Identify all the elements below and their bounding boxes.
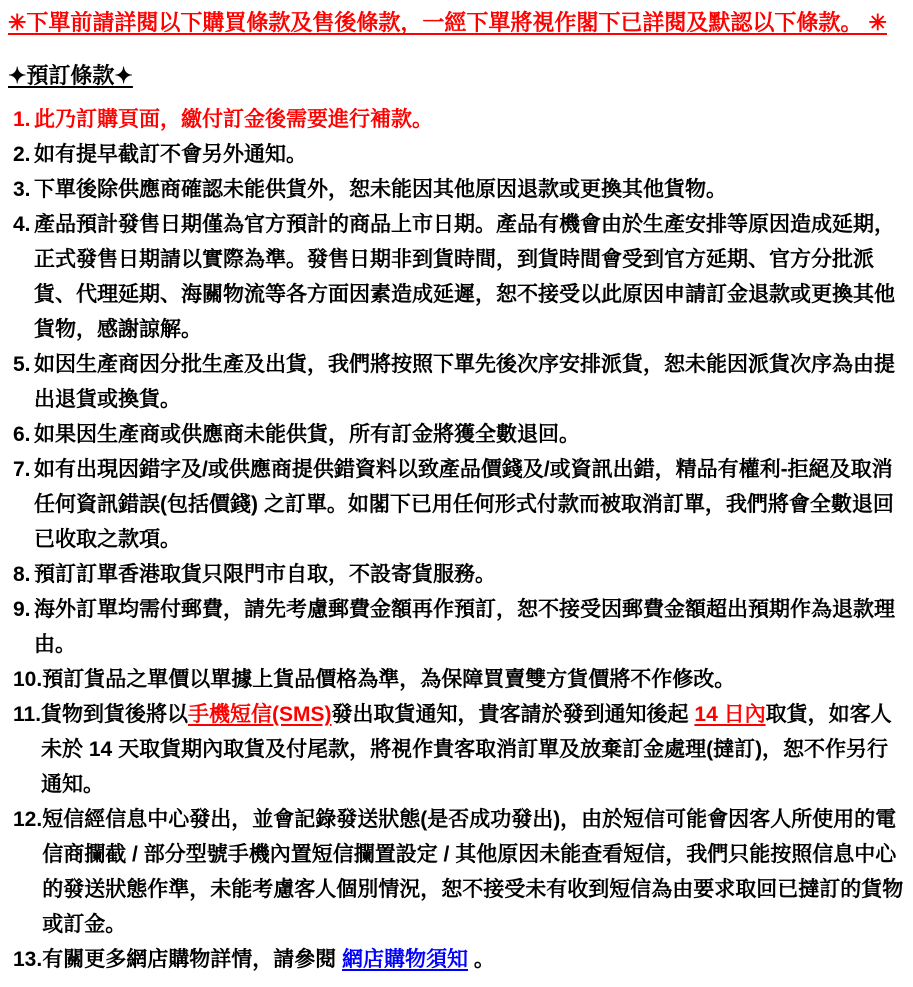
plain-text: 海外訂單均需付郵費，請先考慮郵費金額再作預訂，恕不接受因郵費金額超出預期作為退款理由。	[34, 598, 895, 656]
list-item-text	[34, 207, 907, 347]
terms-list-item	[6, 942, 907, 977]
plain-text: 發出取貨通知，貴客請於發到通知後起	[331, 703, 695, 726]
list-item-text	[34, 452, 907, 557]
terms-list-item	[6, 802, 907, 942]
terms-list-item	[6, 557, 907, 592]
terms-list-item	[6, 662, 907, 697]
plain-text: 取貨，如客人未於 14 天取貨期內取貨及付尾款，將視作貴客取消訂單及放棄訂金處理(撻訂)，恕不作另行通知。	[41, 703, 892, 796]
list-item-number: 13.	[13, 948, 43, 971]
list-item-number: 9.	[13, 598, 31, 621]
terms-list-item	[6, 207, 907, 347]
plain-text: 短信經信息中心發出，並會記錄發送狀態(是否成功發出)，由於短信可能會因客人所使用的電信商攔截 / 部分型號手機內置短信攔置設定 / 其他原因未能查看短信，我們只能按照信息中心的發送狀態作準，未能考慮客人個別情況，恕不接受未有收到短信為由要求取回已撻訂的貨物或訂金。	[42, 808, 904, 936]
shop-guide-link[interactable]: 網店購物須知	[342, 948, 469, 971]
terms-list-item	[6, 102, 907, 137]
list-item-text	[34, 417, 907, 452]
terms-list-item	[6, 592, 907, 662]
terms-list-item	[6, 137, 907, 172]
plain-text: 如有出現因錯字及/或供應商提供錯資料以致產品價錢及/或資訊出錯，精品有權利-拒絕及取消任何資訊錯誤(包括價錢) 之訂單。如閣下已用任何形式付款而被取消訂單，我們將會全數退回已收取之款項。	[34, 458, 894, 551]
list-item-number: 6.	[13, 423, 31, 446]
plain-text: 如因生產商因分批生產及出貨，我們將按照下單先後次序安排派貨，恕未能因派貨次序為由提出退貨或換貨。	[34, 353, 895, 411]
list-item-text	[34, 557, 907, 592]
list-item-number: 3.	[13, 178, 31, 201]
highlighted-text: 14 日內	[694, 703, 766, 726]
list-item-text	[41, 697, 907, 802]
plain-text: 此乃訂購頁面，繳付訂金後需要進行補款。	[34, 108, 433, 131]
purchase-notice-banner: ✳下單前請詳閱以下購買條款及售後條款，一經下單將視作閣下已詳閱及默認以下條款。 ✳	[8, 10, 887, 35]
plain-text: 如有提早截訂不會另外通知。	[34, 143, 307, 166]
list-item-number: 11.	[13, 703, 42, 726]
list-item-text	[34, 592, 907, 662]
terms-list-item	[6, 172, 907, 207]
terms-list-item	[6, 452, 907, 557]
list-item-number: 7.	[13, 458, 31, 481]
terms-list-item	[6, 347, 907, 417]
list-item-number: 4.	[13, 213, 31, 236]
plain-text: 預訂訂單香港取貨只限門市自取，不設寄貨服務。	[34, 563, 496, 586]
list-item-number: 2.	[13, 143, 31, 166]
list-item-text	[34, 137, 907, 172]
plain-text: 如果因生產商或供應商未能供貨，所有訂金將獲全數退回。	[34, 423, 580, 446]
list-item-number: 1.	[13, 108, 31, 131]
list-item-text	[42, 802, 907, 942]
list-item-number: 12.	[13, 808, 43, 831]
terms-list	[6, 102, 907, 977]
plain-text: 。	[468, 948, 495, 971]
list-item-text	[34, 102, 907, 137]
terms-list-item	[6, 417, 907, 452]
plain-text: 預訂貨品之單價以單據上貨品價格為準，為保障買賣雙方貨價將不作修改。	[42, 668, 736, 691]
highlighted-text: 手機短信(SMS)	[188, 703, 332, 726]
list-item-number: 8.	[13, 563, 31, 586]
terms-list-item	[6, 697, 907, 802]
list-item-text	[42, 662, 907, 697]
list-item-text	[34, 347, 907, 417]
list-item-text	[34, 172, 907, 207]
list-item-text	[42, 942, 907, 977]
section-title-preorder-terms: ✦預訂條款✦	[8, 63, 133, 88]
plain-text: 產品預計發售日期僅為官方預計的商品上市日期。產品有機會由於生產安排等原因造成延期，正式發售日期請以實際為準。發售日期非到貨時間，到貨時間會受到官方延期、官方分批派貨、代理延期、海關物流等各方面因素造成延遲，恕不接受以此原因申請訂金退款或更換其他貨物，感謝諒解。	[34, 213, 895, 341]
list-item-number: 10.	[13, 668, 43, 691]
list-item-number: 5.	[13, 353, 31, 376]
plain-text: 下單後除供應商確認未能供貨外，恕未能因其他原因退款或更換其他貨物。	[34, 178, 727, 201]
plain-text: 貨物到貨後將以	[41, 703, 189, 726]
plain-text: 有關更多網店購物詳情，請參閱	[42, 948, 343, 971]
